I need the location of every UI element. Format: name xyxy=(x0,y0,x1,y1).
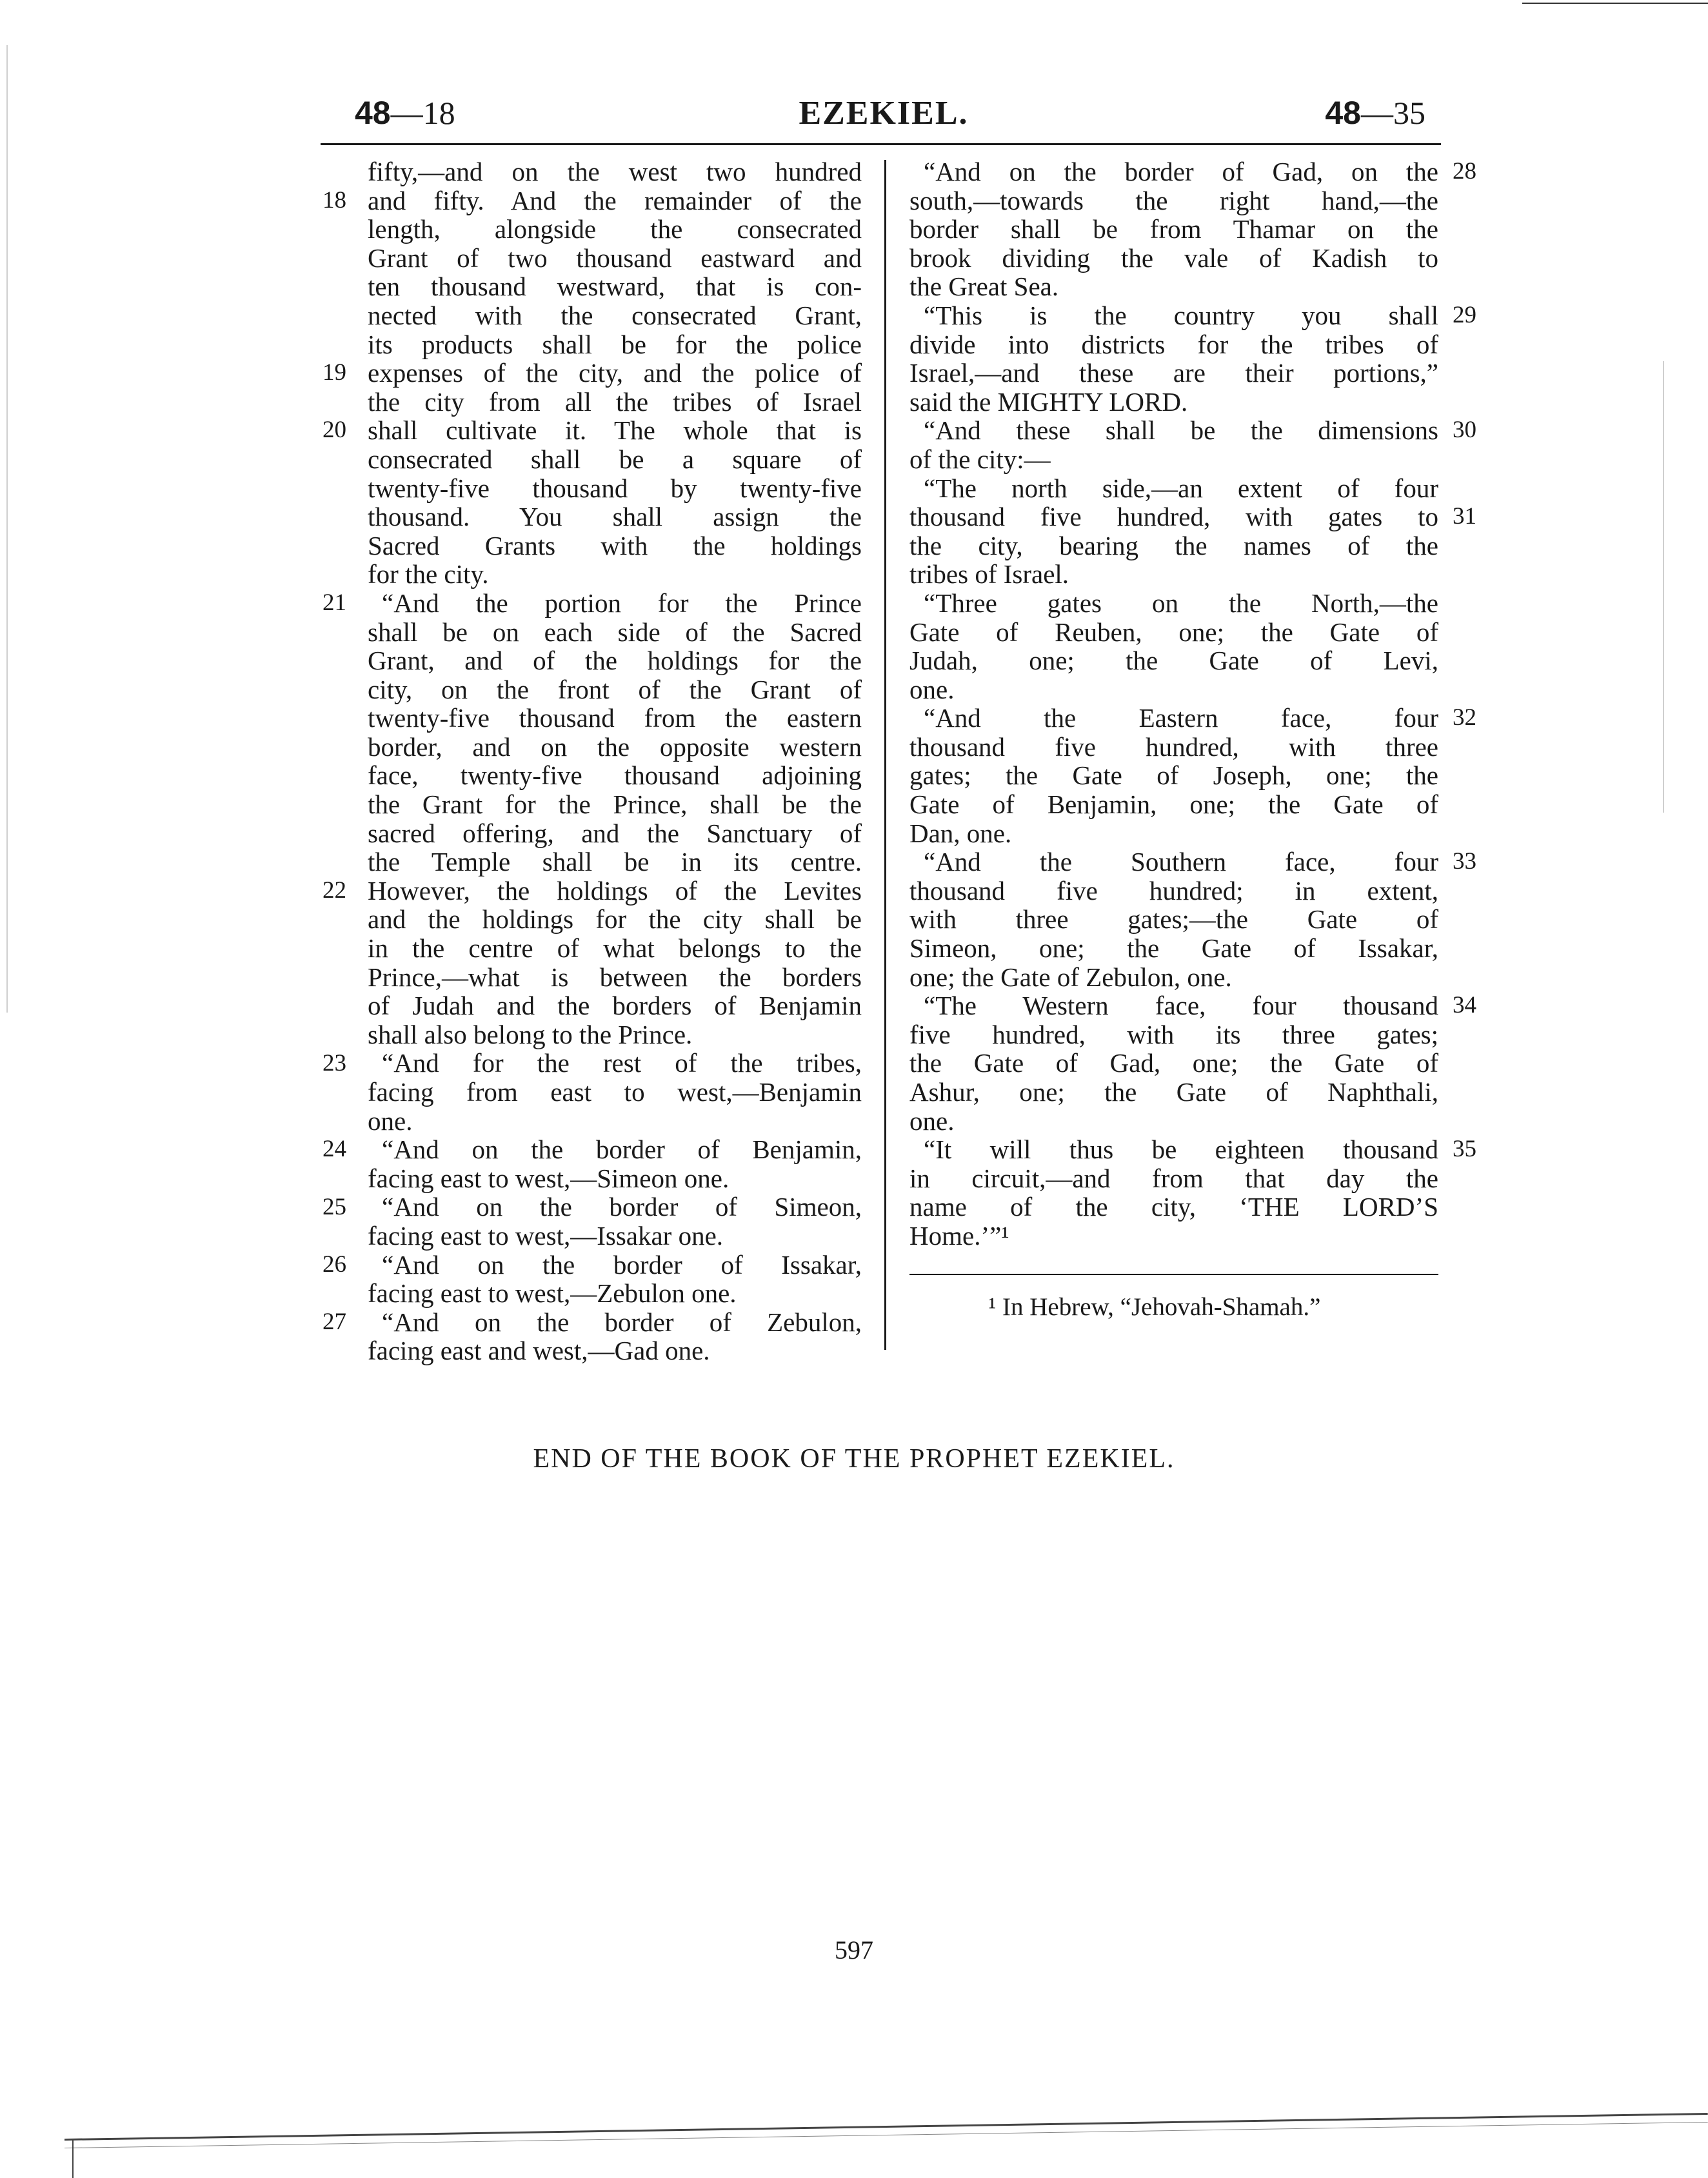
text-line: facing east to west,—Issakar one. xyxy=(368,1220,724,1251)
text-line: the Temple shall be in its centre. xyxy=(368,847,862,877)
text-line: “And for the rest of the tribes, xyxy=(382,1048,862,1078)
text-line: gates; the Gate of Joseph, one; the xyxy=(909,760,1438,791)
verse-number: 26 xyxy=(323,1251,346,1278)
text-line: face, twenty-five thousand adjoining xyxy=(368,760,862,791)
verse-number: 30 xyxy=(1453,417,1476,444)
text-line: Gate of Reuben, one; the Gate of xyxy=(909,617,1438,647)
text-line: with three gates;—the Gate of xyxy=(909,904,1438,935)
scan-edge-tick xyxy=(72,2140,74,2178)
text-line: tribes of Israel. xyxy=(909,559,1069,589)
text-line: “And these shall be the dimensions xyxy=(924,415,1438,446)
text-line: border, and on the opposite western xyxy=(368,731,862,762)
text-line: shall be on each side of the Sacred xyxy=(368,617,862,647)
text-line: “And on the border of Benjamin, xyxy=(382,1134,862,1165)
verse-number: 22 xyxy=(323,877,346,904)
verse-number: 31 xyxy=(1453,503,1476,530)
text-line: “And on the border of Simeon, xyxy=(382,1192,862,1222)
verse-number: 23 xyxy=(323,1049,346,1076)
text-line: twenty-five thousand by twenty-five xyxy=(368,473,862,503)
header-left-chapter: 48 xyxy=(355,95,391,131)
text-line: fifty,—and on the west two hundred xyxy=(368,157,862,186)
text-line: Grant, and of the holdings for the xyxy=(368,646,862,676)
column-divider xyxy=(884,160,886,1350)
text-line: “It will thus be eighteen thousand xyxy=(924,1134,1438,1165)
verse-number: 28 xyxy=(1453,158,1476,184)
text-line: brook dividing the vale of Kadish to xyxy=(909,243,1438,273)
text-line: Judah, one; the Gate of Levi, xyxy=(909,646,1438,676)
text-line: border shall be from Thamar on the xyxy=(909,214,1438,244)
text-line: the Gate of Gad, one; the Gate of xyxy=(909,1048,1438,1078)
text-line: facing east and west,—Gad one. xyxy=(368,1336,710,1366)
text-line: one. xyxy=(909,1105,955,1136)
text-line: facing east to west,—Simeon one. xyxy=(368,1163,730,1193)
header-right-reference xyxy=(1325,94,1425,132)
header-rule xyxy=(321,143,1441,145)
right-text-column xyxy=(909,157,1438,1251)
text-line: However, the holdings of the Levites xyxy=(368,875,862,906)
text-line: “This is the country you shall xyxy=(924,300,1438,330)
text-line: thousand. You shall assign the xyxy=(368,502,862,532)
text-line: Dan, one. xyxy=(909,818,1012,848)
text-line: Sacred Grants with the holdings xyxy=(368,530,862,560)
text-line: said the MIGHTY LORD. xyxy=(909,386,1188,417)
text-line: the Great Sea. xyxy=(909,272,1059,302)
text-line: thousand five hundred, with gates to xyxy=(909,502,1438,532)
scan-edge-bottom xyxy=(65,2113,1708,2141)
text-line: city, on the front of the Grant of xyxy=(368,674,862,704)
verse-number: 35 xyxy=(1453,1136,1476,1163)
text-line: the city, bearing the names of the xyxy=(909,530,1438,560)
verse-number: 19 xyxy=(323,359,346,386)
text-line: expenses of the city, and the police of xyxy=(368,358,862,388)
text-line: consecrated shall be a square of xyxy=(368,444,862,474)
end-of-book-title: END OF THE BOOK OF THE PROPHET EZEKIEL. xyxy=(533,1444,1175,1474)
footnote-rule xyxy=(909,1274,1438,1275)
verse-number: 29 xyxy=(1453,302,1476,328)
header-left-verse: —18 xyxy=(390,95,455,131)
text-line: south,—towards the right hand,—the xyxy=(909,185,1438,215)
text-line: thousand five hundred, with three xyxy=(909,731,1438,762)
text-line: of Judah and the borders of Benjamin xyxy=(368,991,862,1021)
text-line: and the holdings for the city shall be xyxy=(368,904,862,935)
text-line: one. xyxy=(909,674,955,704)
text-line: Simeon, one; the Gate of Issakar, xyxy=(909,933,1438,964)
text-line: ten thousand westward, that is con- xyxy=(368,272,862,302)
text-line: “The north side,—an extent of four xyxy=(924,473,1438,503)
text-line: “Three gates on the North,—the xyxy=(924,588,1438,618)
verse-number: 34 xyxy=(1453,992,1476,1019)
text-line: “And on the border of Zebulon, xyxy=(382,1307,862,1337)
text-line: the city from all the tribes of Israel xyxy=(368,386,862,417)
text-line: Home.’”¹ xyxy=(909,1220,1009,1251)
header-right-chapter: 48 xyxy=(1325,95,1361,131)
text-line: “And the Southern face, four xyxy=(924,847,1438,877)
verse-number: 32 xyxy=(1453,704,1476,731)
text-line: twenty-five thousand from the eastern xyxy=(368,703,862,733)
text-line: Ashur, one; the Gate of Naphthali, xyxy=(909,1077,1438,1107)
scan-edge-top xyxy=(1522,3,1708,4)
text-line: “The Western face, four thousand xyxy=(924,991,1438,1021)
verse-number: 20 xyxy=(323,417,346,444)
text-line: name of the city, ‘THE LORD’S xyxy=(909,1192,1438,1222)
text-line: shall cultivate it. The whole that is xyxy=(368,415,862,446)
text-line: one; the Gate of Zebulon, one. xyxy=(909,962,1232,992)
text-line: divide into districts for the tribes of xyxy=(909,329,1438,359)
text-line: facing east to west,—Zebulon one. xyxy=(368,1278,737,1309)
verse-number: 24 xyxy=(323,1136,346,1163)
text-line: nected with the consecrated Grant, xyxy=(368,300,862,330)
text-line: facing from east to west,—Benjamin xyxy=(368,1077,862,1107)
text-line: in the centre of what belongs to the xyxy=(368,933,862,964)
verse-number: 27 xyxy=(323,1309,346,1335)
text-line: thousand five hundred; in extent, xyxy=(909,875,1438,906)
text-line: shall also belong to the Prince. xyxy=(368,1019,693,1049)
book-title: EZEKIEL. xyxy=(799,95,969,132)
scan-edge-right xyxy=(1663,361,1664,813)
verse-number: 18 xyxy=(323,186,346,213)
text-line: “And the Eastern face, four xyxy=(924,703,1438,733)
text-line: sacred offering, and the Sanctuary of xyxy=(368,818,862,848)
footnote: ¹ In Hebrew, “Jehovah-Shamah.” xyxy=(988,1293,1321,1321)
text-line: in circuit,—and from that day the xyxy=(909,1163,1438,1193)
text-line: the Grant for the Prince, shall be the xyxy=(368,789,862,820)
text-line: for the city. xyxy=(368,559,489,589)
text-line: Grant of two thousand eastward and xyxy=(368,243,862,273)
text-line: Gate of Benjamin, one; the Gate of xyxy=(909,789,1438,820)
text-line: “And on the border of Gad, on the xyxy=(924,157,1438,186)
verse-number: 25 xyxy=(323,1193,346,1220)
text-line: Prince,—what is between the borders xyxy=(368,962,862,992)
verse-number: 33 xyxy=(1453,848,1476,875)
text-line: five hundred, with its three gates; xyxy=(909,1019,1438,1049)
text-line: length, alongside the consecrated xyxy=(368,214,862,244)
text-line: of the city:— xyxy=(909,444,1051,474)
text-line: “And the portion for the Prince xyxy=(382,588,862,618)
verse-number: 21 xyxy=(323,589,346,616)
scan-edge-left xyxy=(6,45,8,1013)
text-line: Israel,—and these are their portions,” xyxy=(909,358,1438,388)
text-line: its products shall be for the police xyxy=(368,329,862,359)
header-right-verse: —35 xyxy=(1361,95,1425,131)
left-text-column xyxy=(368,157,862,1365)
text-line: one. xyxy=(368,1105,413,1136)
running-header xyxy=(348,94,1425,139)
text-line: “And on the border of Issakar, xyxy=(382,1249,862,1280)
text-line: and fifty. And the remainder of the xyxy=(368,185,862,215)
page-number: 597 xyxy=(835,1935,873,1965)
